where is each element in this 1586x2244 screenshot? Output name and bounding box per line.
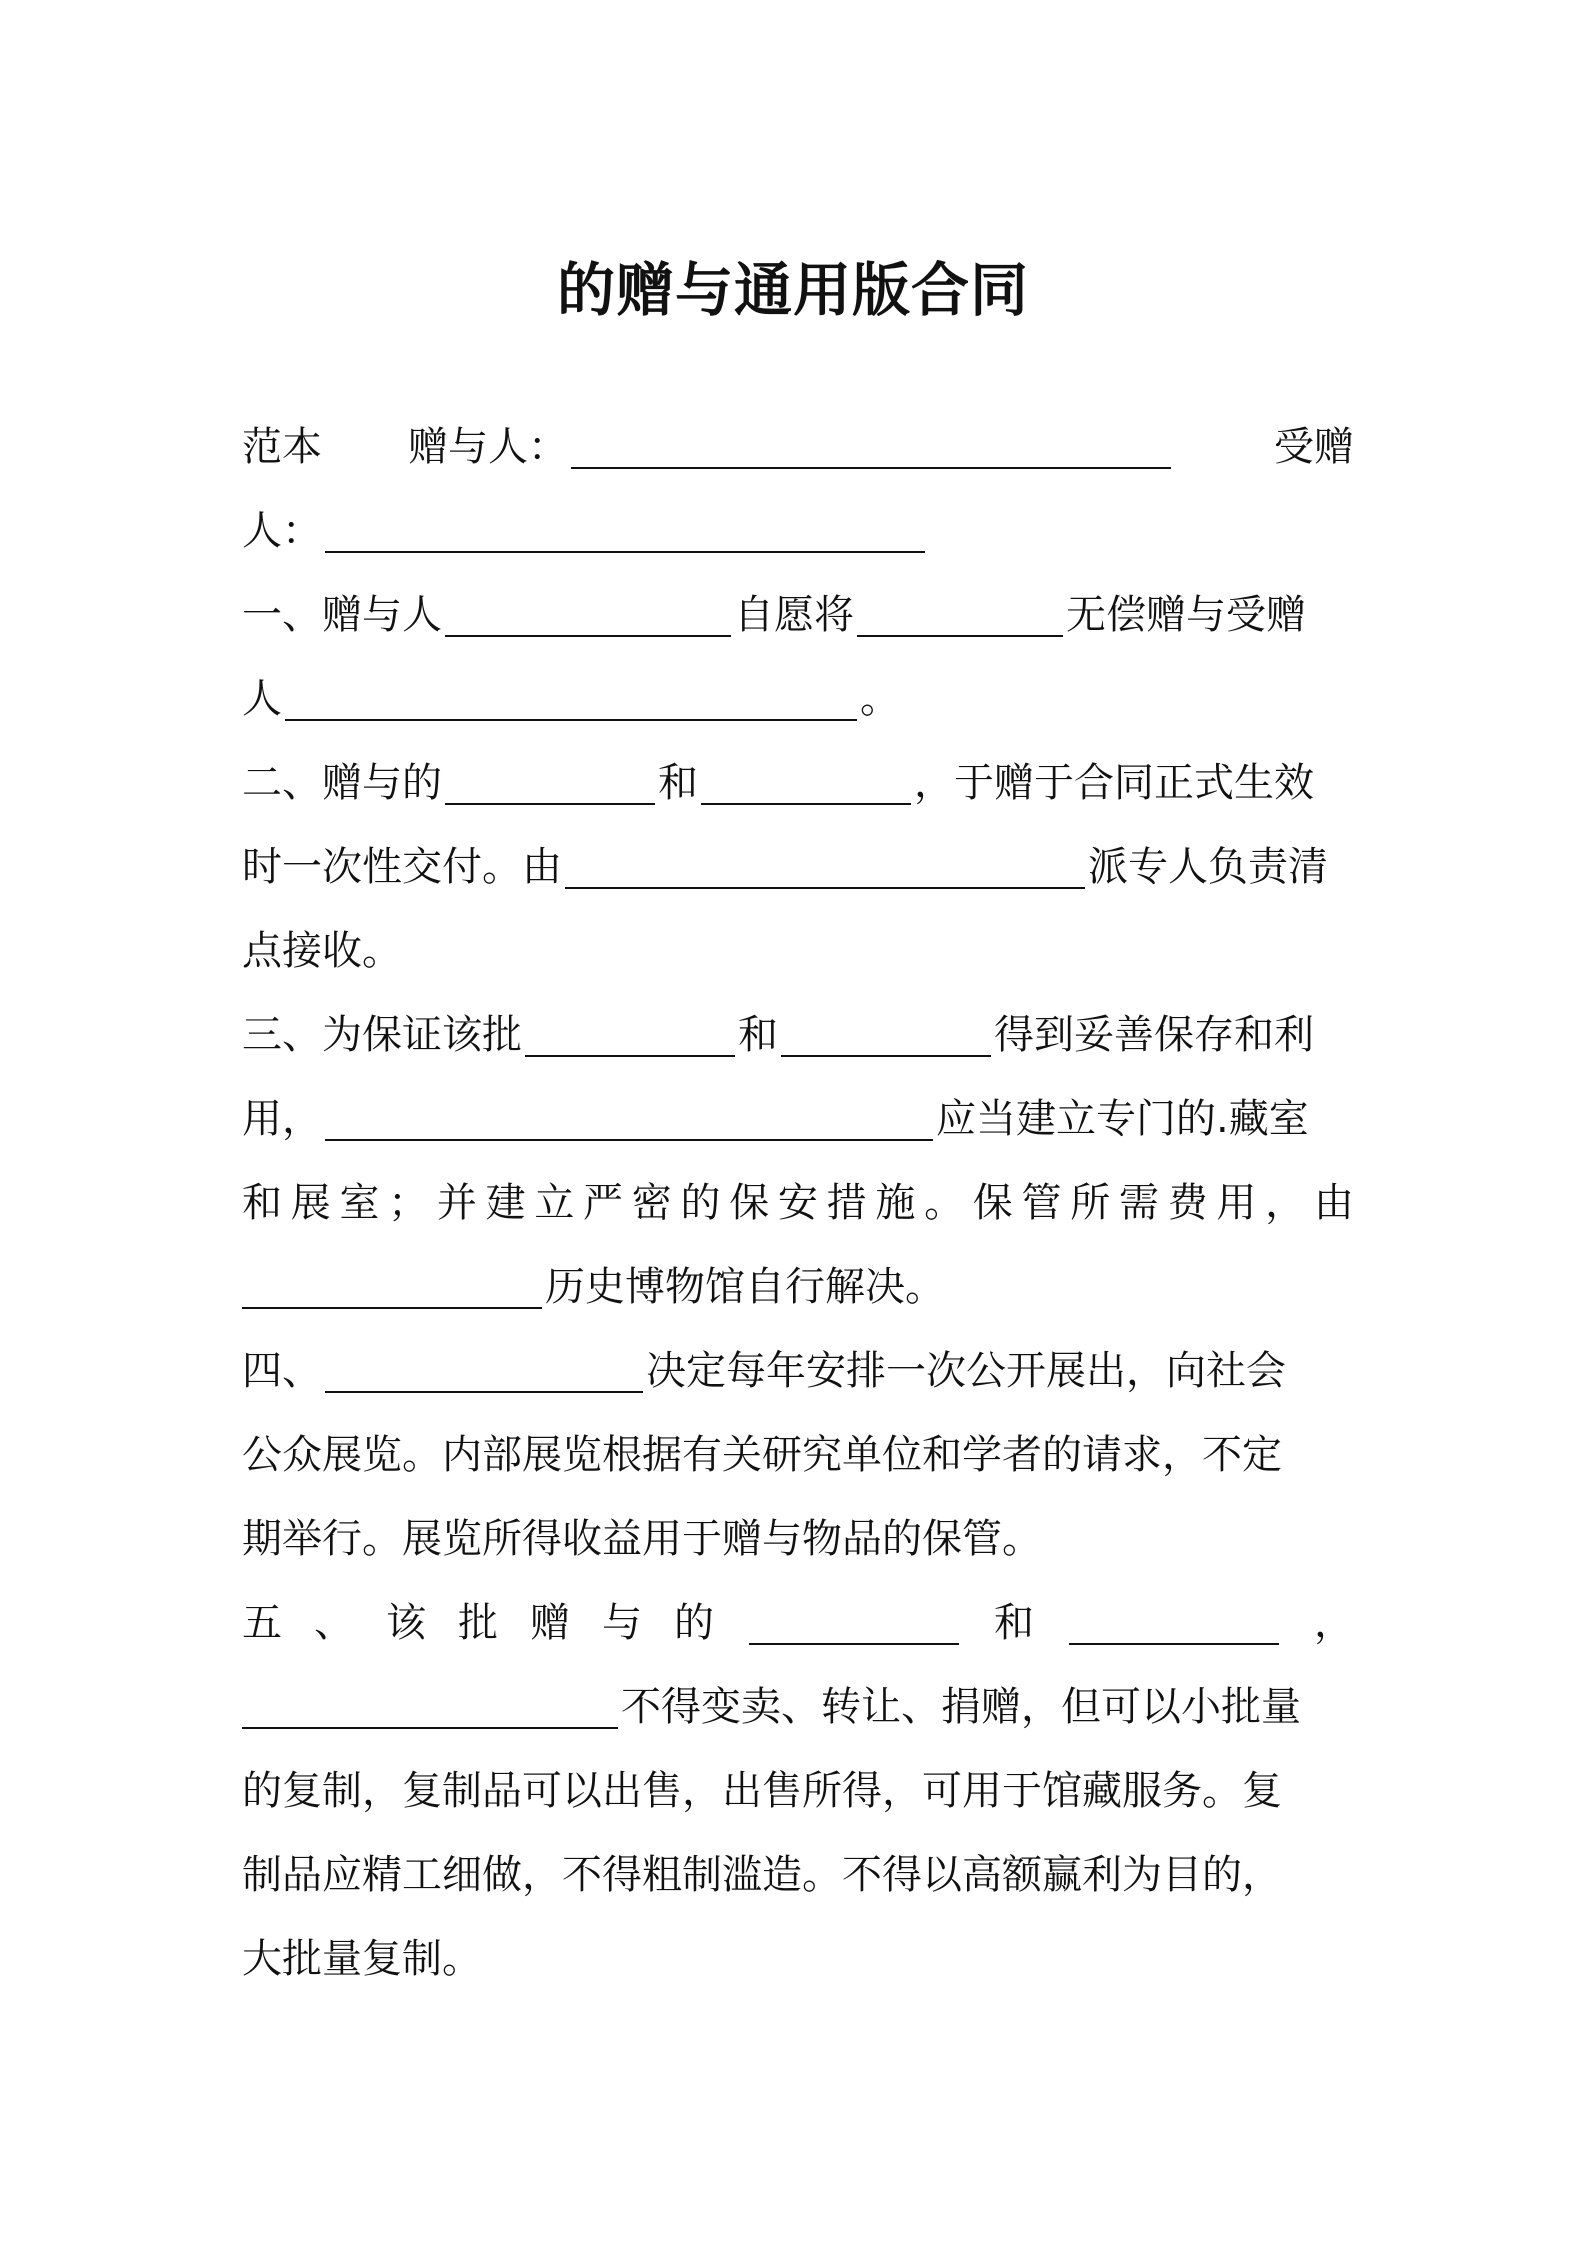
clause-5-char: 五 [242,1600,282,1646]
clause-3-char: 用 [1216,1180,1257,1226]
clause-3-char: 保 [972,1180,1013,1226]
clause-3-char: ， [1265,1180,1306,1226]
clause-3-line-1 [242,993,1354,1077]
line-parties-2 [242,489,1354,573]
clause-5-text: 大批量复制。 [242,1936,482,1982]
clause-5-text: 的复制，复制品可以出售，出售所得，可用于馆藏服务。复 [242,1768,1282,1814]
clause-5-text: ， [1314,1600,1354,1646]
clause-3-char: 室 [339,1180,380,1226]
clause-3-char: 严 [583,1180,624,1226]
clause-1-text: 无偿赠与受赠 [1066,592,1306,638]
clause-2-line-1 [242,741,1354,825]
clause-3-char: 展 [290,1180,331,1226]
clause-2-text: 二、赠与的 [242,760,442,806]
clause-4-line-3 [242,1497,1354,1581]
clause-1-line-2 [242,657,1354,741]
clause-4-text: 四、 [242,1348,322,1394]
clause-2-text: 派专人负责清 [1088,844,1328,890]
recipient-blank[interactable] [325,521,925,553]
clause-1-blank-item[interactable] [857,605,1063,637]
clause-5-char: 赠 [530,1600,570,1646]
clause-1-line-1 [242,573,1354,657]
clause-5-text: 和 [994,1600,1034,1646]
clause-5-line-5 [242,1917,1354,2001]
clause-4-text: 决定每年安排一次公开展出，向社会 [646,1348,1286,1394]
clause-3-char: 管 [1021,1180,1062,1226]
clause-3-char: 由 [1313,1180,1354,1226]
clause-3-char: 安 [777,1180,818,1226]
clause-3-char: 和 [242,1180,282,1226]
clause-5-line-1 [242,1581,1354,1665]
clause-2-text: 和 [658,760,698,806]
clause-3-char: 。 [924,1180,965,1226]
recipient-label-end: 人： [242,508,322,554]
recipient-label-start: 受赠 [1274,424,1354,470]
clause-3-char: 需 [1118,1180,1159,1226]
clause-1-text: 自愿将 [734,592,854,638]
clause-5-text: 不得变卖、转让、捐赠，但可以小批量 [621,1684,1301,1730]
clause-2-line-3 [242,909,1354,993]
clause-5-char: 与 [602,1600,642,1646]
clause-3-char: 建 [485,1180,526,1226]
clause-2-text: 点接收。 [242,928,402,974]
clause-1-text: 一、赠与人 [242,592,442,638]
clause-2-blank-a[interactable] [445,773,655,805]
clause-5-char: 该 [386,1600,426,1646]
clause-2-text: ，于赠于合同正式生效 [914,760,1314,806]
clause-5-blank-b[interactable] [1069,1613,1279,1645]
clause-3-char: 费 [1167,1180,1208,1226]
clause-2-blank-c[interactable] [565,857,1085,889]
clause-4-line-1 [242,1329,1354,1413]
clause-3-char: 所 [1070,1180,1111,1226]
clause-1-text: 。 [860,676,900,722]
clause-5-char: 、 [314,1600,354,1646]
clause-1-blank-recipient[interactable] [285,689,857,721]
document-title: 的赠与通用版合同 [556,256,1029,324]
clause-3-text: 三、为保证该批 [242,1012,522,1058]
line-parties-1 [242,405,1354,489]
clause-3-char: 保 [729,1180,770,1226]
clause-3-char: 的 [680,1180,721,1226]
donor-label: 赠与人： [408,424,568,470]
clause-5-char: 批 [458,1600,498,1646]
clause-3-text: 用， [242,1096,322,1142]
document-body [242,405,1354,2001]
clause-4-blank[interactable] [325,1361,643,1393]
clause-3-line-4 [242,1245,1354,1329]
clause-3-char: 密 [631,1180,672,1226]
donor-blank[interactable] [571,437,1171,469]
clause-3-char: 立 [534,1180,575,1226]
clause-5-blank-c[interactable] [242,1697,618,1729]
clause-3-blank-c[interactable] [325,1109,933,1141]
clause-3-blank-a[interactable] [525,1025,735,1057]
clause-4-text: 公众展览。内部展览根据有关研究单位和学者的请求，不定 [242,1432,1282,1478]
clause-3-line-3 [242,1161,1354,1245]
clause-3-text: 应当建立专门的.藏室 [936,1096,1309,1142]
clause-3-text: 得到妥善保存和利 [994,1012,1314,1058]
clause-5-line-3 [242,1749,1354,1833]
clause-2-line-2 [242,825,1354,909]
clause-3-char: ； [388,1180,429,1226]
clause-3-line-2 [242,1077,1354,1161]
clause-3-blank-b[interactable] [781,1025,991,1057]
clause-3-blank-d[interactable] [242,1277,542,1309]
clause-5-line-2 [242,1665,1354,1749]
clause-1-blank-donor[interactable] [445,605,731,637]
clause-5-char: 的 [674,1600,714,1646]
clause-5-blank-a[interactable] [749,1613,959,1645]
clause-3-text: 历史博物馆自行解决。 [545,1264,945,1310]
clause-3-char: 措 [826,1180,867,1226]
clause-3-char: 并 [436,1180,477,1226]
clause-5-line-4 [242,1833,1354,1917]
clause-3-text: 和 [738,1012,778,1058]
clause-4-text: 期举行。展览所得收益用于赠与物品的保管。 [242,1516,1042,1562]
clause-5-text: 制品应精工细做，不得粗制滥造。不得以高额赢利为目的， [242,1852,1282,1898]
clause-2-blank-b[interactable] [701,773,911,805]
clause-1-text: 人 [242,676,282,722]
clause-2-text: 时一次性交付。由 [242,844,562,890]
clause-3-char: 施 [875,1180,916,1226]
clause-4-line-2 [242,1413,1354,1497]
template-label: 范本 [242,424,322,470]
